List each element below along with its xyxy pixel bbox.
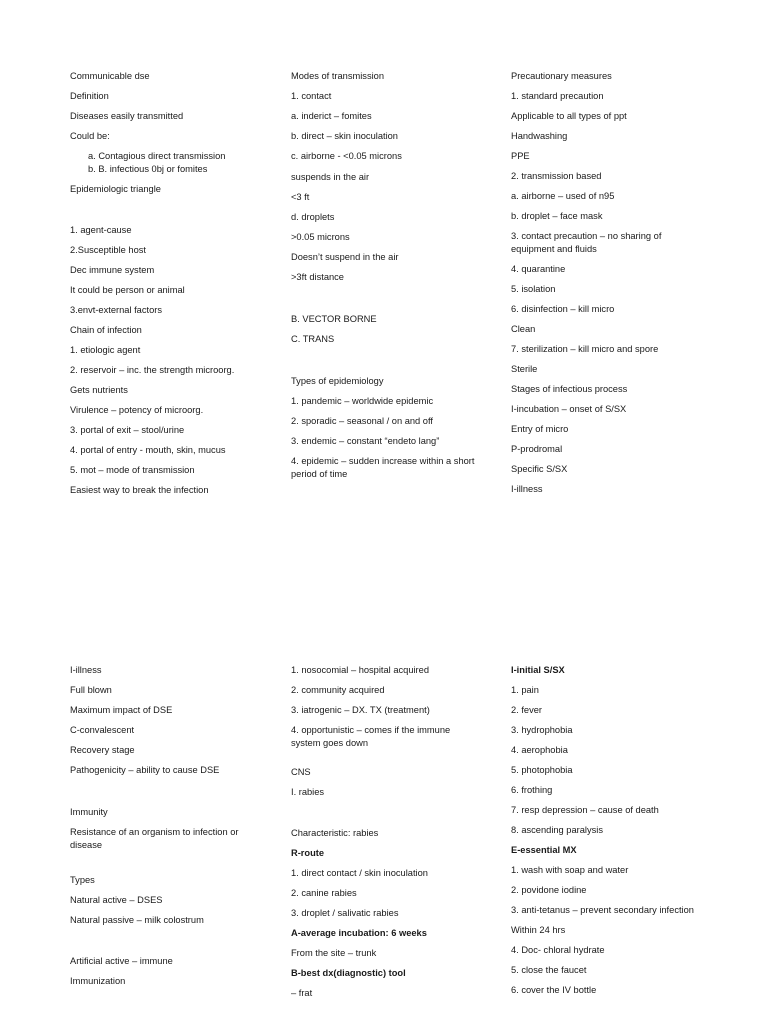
note-line: Within 24 hrs [511,925,566,935]
notes-column-bottom-2 [291,664,481,1000]
note-line: 5. close the faucet [511,965,587,975]
note-line: 4. portal of entry - mouth, skin, mucus [70,445,226,455]
note-line: Artificial active – immune [70,956,173,966]
note-line: b. droplet – face mask [511,211,603,221]
note-line: I-illness [70,665,102,675]
note-line: It could be person or animal [70,285,185,295]
notes-column-bottom-1 [70,664,260,988]
note-line: 2. transmission based [511,171,602,181]
note-line: Epidemiologic triangle [70,184,161,194]
note-line: 3. contact precaution – no sharing of equipment and fluids [511,231,662,254]
note-line: Applicable to all types of ppt [511,111,627,121]
note-line: Handwashing [511,131,568,141]
note-line: Modes of transmission [291,71,385,81]
note-line: 7. sterilization – kill micro and spore [511,344,659,354]
note-line: B. VECTOR BORNE [291,314,377,324]
note-line: Immunization [70,976,126,986]
note-line: 3. hydrophobia [511,725,573,735]
note-heading: I-initial S/SX [511,665,565,675]
note-line: Natural active – DSES [70,895,163,905]
note-line: 6. frothing [511,785,553,795]
note-line: a. airborne – used of n95 [511,191,615,201]
note-line: 1. contact [291,91,332,101]
note-line: 7. resp depression – cause of death [511,805,659,815]
note-line: 3. iatrogenic – DX. TX (treatment) [291,705,430,715]
note-line: Doesn’t suspend in the air [291,252,399,262]
note-line: d. droplets [291,212,335,222]
note-line: 4. Doc- chloral hydrate [511,945,605,955]
sublist [70,150,260,176]
note-line: 3. anti-tetanus – prevent secondary infection [511,905,694,915]
note-line: 1. etiologic agent [70,345,141,355]
note-line: 4. aerophobia [511,745,568,755]
note-line: 1. direct contact / skin inoculation [291,868,428,878]
note-line: C. TRANS [291,334,335,344]
note-line: Dec immune system [70,265,155,275]
note-line: Characteristic: rabies [291,828,379,838]
note-line: Communicable dse [70,71,150,81]
note-line: 1. nosocomial – hospital acquired [291,665,429,675]
note-line: Precautionary measures [511,71,612,81]
note-heading: A-average incubation: 6 weeks [291,928,427,938]
note-line: I-incubation – onset of S/SX [511,404,627,414]
notes-column-top-3 [511,70,701,496]
note-line: 4. epidemic – sudden increase within a short period of time [291,456,475,479]
note-line: Clean [511,324,536,334]
note-line: I-illness [511,484,543,494]
note-line: 4. quarantine [511,264,566,274]
note-line: 1. agent-cause [70,225,132,235]
note-line: I. rabies [291,787,325,797]
sublist-item: b. B. infectious 0bj or fomites [88,164,208,174]
note-line: 3.envt-external factors [70,305,162,315]
note-line: 1. standard precaution [511,91,604,101]
note-line: Natural passive – milk colostrum [70,915,204,925]
note-line: Recovery stage [70,745,135,755]
note-line: >0.05 microns [291,232,350,242]
note-line: 1. wash with soap and water [511,865,629,875]
note-line: 1. pain [511,685,539,695]
note-line: Gets nutrients [70,385,128,395]
note-line: a. inderict – fomites [291,111,372,121]
note-heading: R-route [291,848,325,858]
note-line: Types of epidemiology [291,376,384,386]
note-line: 2. sporadic – seasonal / on and off [291,416,433,426]
note-line: Definition [70,91,109,101]
note-line: b. direct – skin inoculation [291,131,398,141]
note-line: 2. fever [511,705,543,715]
note-line: 4. opportunistic – comes if the immune system goes down [291,725,451,748]
note-line: suspends in the air [291,172,370,182]
note-line: Pathogenicity – ability to cause DSE [70,765,220,775]
notes-column-top-1 [70,70,260,497]
note-line: Specific S/SX [511,464,568,474]
note-line: Entry of micro [511,424,569,434]
note-line: Resistance of an organism to infection or disease [70,827,239,850]
note-line: Virulence – potency of microorg. [70,405,204,415]
note-line: CNS [291,767,311,777]
note-line: 2.Susceptible host [70,245,146,255]
note-line: 3. endemic – constant “endeto lang” [291,436,440,446]
note-line: Stages of infectious process [511,384,628,394]
note-line: Immunity [70,807,108,817]
note-heading: B-best dx(diagnostic) tool [291,968,406,978]
note-line: c. airborne - <0.05 microns [291,151,402,161]
note-line: P-prodromal [511,444,563,454]
note-line: C-convalescent [70,725,135,735]
note-line: 8. ascending paralysis [511,825,603,835]
note-heading: E-essential MX [511,845,577,855]
note-line: Could be: [70,131,110,141]
note-line: Diseases easily transmitted [70,111,184,121]
note-line: 6. disinfection – kill micro [511,304,615,314]
note-line: 3. portal of exit – stool/urine [70,425,185,435]
note-line: >3ft distance [291,272,344,282]
note-line: PPE [511,151,530,161]
sublist-item: a. Contagious direct transmission [88,151,226,161]
note-line: <3 ft [291,192,310,202]
notes-column-bottom-3 [511,664,701,997]
note-line: Full blown [70,685,112,695]
note-line: 2. reservoir – inc. the strength microorg. [70,365,235,375]
note-line: Maximum impact of DSE [70,705,173,715]
note-line: 2. povidone iodine [511,885,587,895]
note-line: Chain of infection [70,325,142,335]
note-line: 2. community acquired [291,685,385,695]
note-line: 6. cover the IV bottle [511,985,597,995]
note-line: 2. canine rabies [291,888,357,898]
note-line: 3. droplet / salivatic rabies [291,908,399,918]
note-line: – frat [291,988,313,998]
note-line: 5. photophobia [511,765,573,775]
note-line: 5. isolation [511,284,556,294]
note-line: 1. pandemic – worldwide epidemic [291,396,434,406]
note-line: From the site – trunk [291,948,377,958]
note-line: Types [70,875,95,885]
note-line: Sterile [511,364,538,374]
note-line: 5. mot – mode of transmission [70,465,195,475]
notes-column-top-2 [291,70,481,481]
note-line: Easiest way to break the infection [70,485,209,495]
